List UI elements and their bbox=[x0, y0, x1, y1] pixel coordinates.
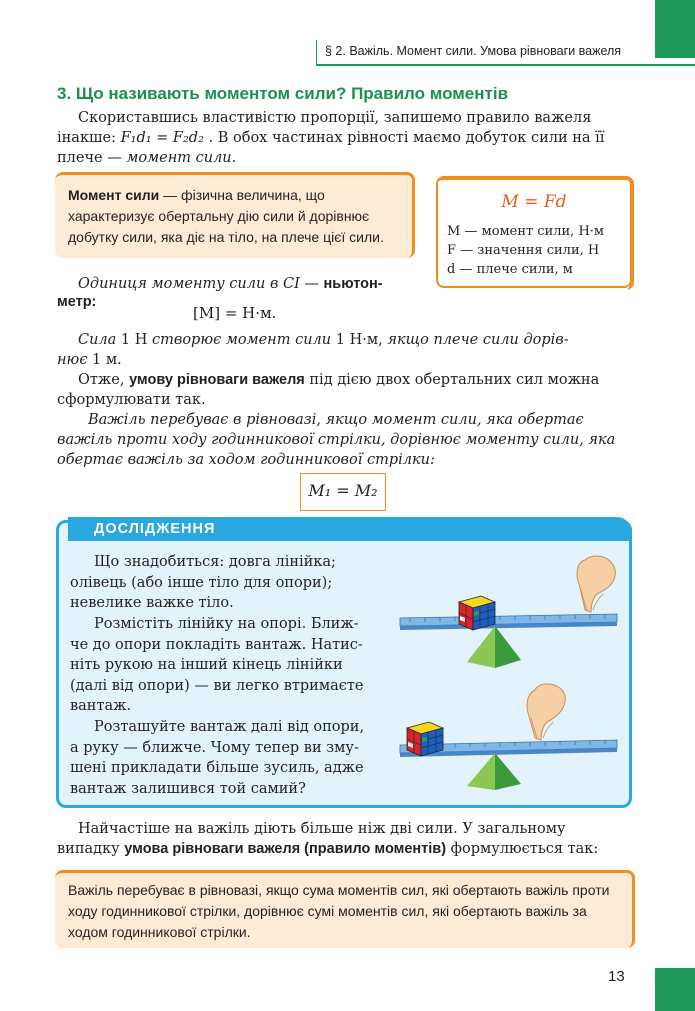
unit-line-1: Одиниця моменту сили в СІ — ньютон- bbox=[78, 276, 383, 292]
research-paragraph-1: Що знадобиться: довга лінійка; олівець (або інше тіло для опори); невелике важке тіло. bbox=[70, 554, 336, 611]
unit-line-2: метр: bbox=[57, 294, 97, 310]
ruler-top bbox=[400, 614, 617, 630]
condition-line-3: обертає важіль за ходом годинникової стрілки: bbox=[57, 452, 435, 468]
intro-line-1: Скориставшись властивістю пропорції, запишемо правило важеля bbox=[78, 110, 592, 126]
research-title: ДОСЛІДЖЕННЯ bbox=[94, 521, 216, 537]
rule-of-moments-text: Важіль перебуває в рівновазі, якщо сума моментів сил, які обертають важіль проти ходу годинникової стрілки, дорівнює сумі моментів сил, які обертають важіль за ходом годинникової стрілки. bbox=[68, 882, 610, 940]
support-pyramid-top bbox=[467, 626, 521, 668]
unit-formula: [M] = Н·м. bbox=[193, 304, 277, 322]
page-number: 13 bbox=[608, 968, 625, 985]
header-rule-vertical bbox=[316, 40, 317, 64]
chapter-tab-top bbox=[655, 0, 695, 58]
intro-line-3: плече — момент сили. bbox=[57, 150, 237, 166]
research-paragraph-2: Розмістіть лінійку на опорі. Ближ- че до опори покладіть вантаж. Натис- ніть рукою на інший кінець лінійки (далі від опори) — ви легко втримаєте вантаж. bbox=[70, 616, 364, 714]
example-line-2: нює 1 м. bbox=[57, 352, 122, 368]
example-line-1: Сила 1 Н створює момент сили 1 Н·м, якщо плече сили дорів- bbox=[78, 332, 569, 348]
running-head: § 2. Важіль. Момент сили. Умова рівноваги важеля bbox=[325, 44, 622, 58]
moment-formula: M = Fd bbox=[501, 192, 567, 212]
condition-intro-line-1: Отже, умову рівноваги важеля під дією двох обертальних сил можна bbox=[78, 372, 600, 388]
condition-line-1: Важіль перебуває в рівновазі, якщо момент сили, яка обертає bbox=[88, 412, 584, 428]
lever-experiment-illustration bbox=[395, 540, 625, 790]
chapter-tab-bottom bbox=[655, 968, 695, 1011]
condition-line-2: важіль проти ходу годинникової стрілки, дорівнює моменту сили, яка bbox=[57, 432, 616, 448]
proportion-formula: F₁d₁ = F₂d₂ bbox=[120, 130, 204, 146]
formula-legend-m: M — момент сили, Н·м bbox=[447, 224, 605, 239]
research-paragraph-3: Розташуйте вантаж далі від опори, а руку — ближче. Чому тепер ви зму- шені прикладати більше зусиль, адже вантаж залишився той самий? bbox=[70, 719, 365, 797]
hand-top bbox=[577, 556, 615, 612]
condition-intro-line-2: сформулювати так. bbox=[57, 392, 206, 408]
intro-line-2: інакше: F₁d₁ = F₂d₂ . В обох частинах рівності маємо добуток сили на її bbox=[57, 130, 605, 146]
formula-legend-d: d — плече сили, м bbox=[447, 262, 573, 277]
hand-bottom bbox=[527, 684, 565, 740]
rubiks-cube-top bbox=[459, 596, 495, 630]
general-line-2: випадку умова рівноваги важеля (правило моментів) формулюється так: bbox=[57, 841, 599, 857]
header-rule bbox=[316, 64, 695, 66]
definition-text: Момент сили — фізична величина, що характеризує обертальну дію сили й дорівнює добутку сили, яка діє на тіло, на плече цієї сили. bbox=[68, 187, 384, 245]
support-pyramid-bottom bbox=[467, 753, 521, 790]
section-title: 3. Що називають моментом сили? Правило моментів bbox=[57, 84, 509, 103]
rubiks-cube-bottom bbox=[407, 722, 443, 756]
equilibrium-equation: M₁ = M₂ bbox=[308, 481, 378, 500]
general-line-1: Найчастіше на важіль діють більше ніж дві сили. У загальному bbox=[78, 821, 566, 837]
formula-legend-f: F — значення сили, Н bbox=[447, 243, 600, 258]
